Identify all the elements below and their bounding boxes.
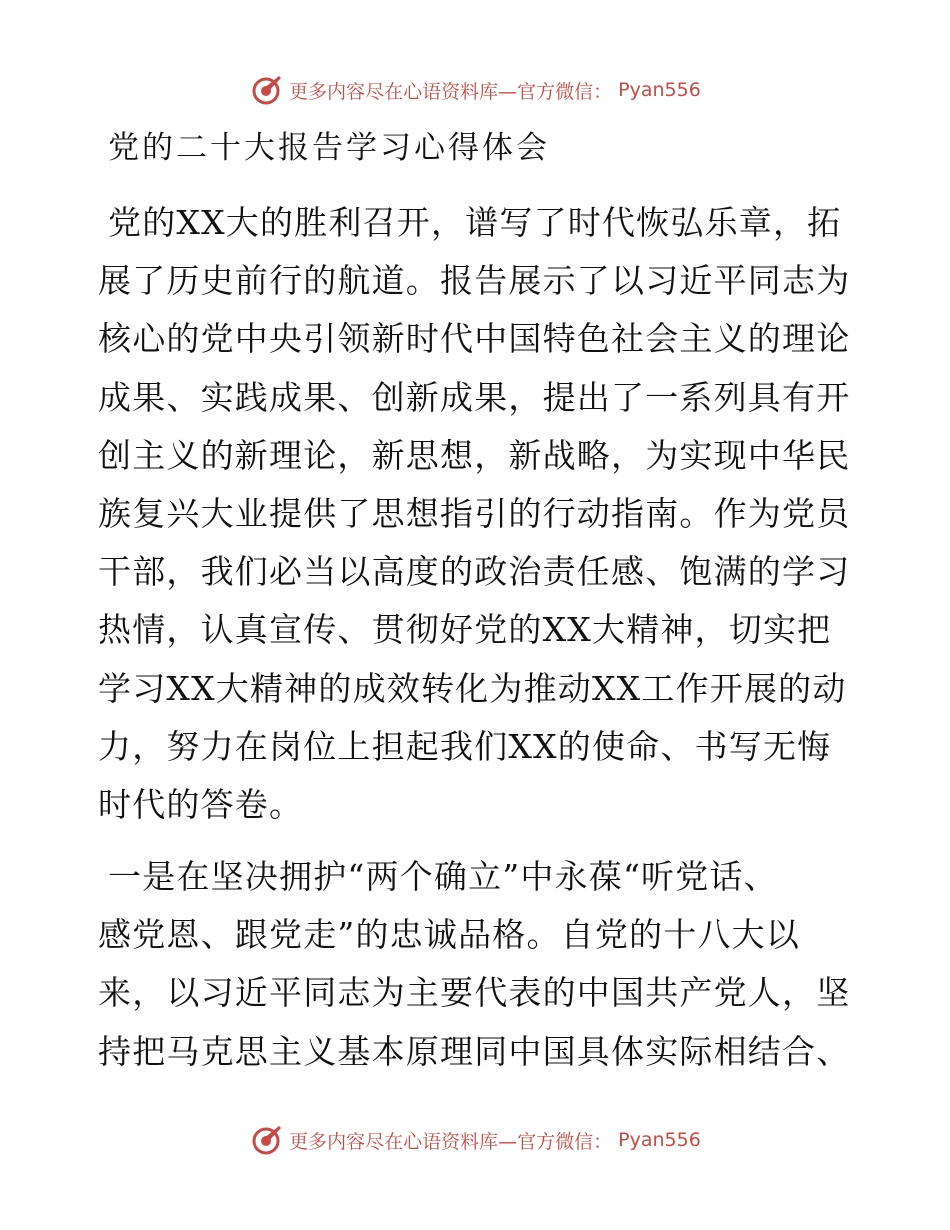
paragraph-line: 一是在坚决拥护“两个确立”中永葆“听党话、 bbox=[108, 857, 778, 896]
header-watermark bbox=[0, 70, 950, 110]
paragraph-line: 展了历史前行的航道。报告展示了以习近平同志为 bbox=[98, 261, 851, 301]
watermark-text: 更多内容尽在心语资料库—官方微信： bbox=[289, 1130, 613, 1153]
paragraph-line: 热情，认真宣传、贯彻好党的XX大精神，切实把 bbox=[98, 610, 832, 650]
brand-logo-icon bbox=[249, 1123, 283, 1157]
paragraph-1 bbox=[98, 194, 858, 834]
paragraph-line: 成果、实践成果、创新成果，提出了一系列具有开 bbox=[98, 377, 851, 417]
paragraph-line: 学习XX大精神的成效转化为推动XX工作开展的动 bbox=[98, 668, 847, 708]
paragraph-line: 核心的党中央引领新时代中国特色社会主义的理论 bbox=[98, 319, 851, 359]
watermark-wechat-id: Pyan556 bbox=[618, 79, 701, 101]
paragraph-line: 来，以习近平同志为主要代表的中国共产党人，坚 bbox=[98, 973, 851, 1013]
paragraph-line: 党的XX大的胜利召开，谱写了时代恢弘乐章，拓 bbox=[108, 203, 842, 242]
footer-watermark bbox=[0, 1120, 950, 1160]
paragraph-line: 时代的答卷。 bbox=[98, 784, 304, 824]
paragraph-2 bbox=[98, 848, 858, 1081]
watermark-wechat-id: Pyan556 bbox=[618, 1129, 701, 1151]
watermark-text: 更多内容尽在心语资料库—官方微信： bbox=[289, 80, 613, 103]
paragraph-line: 创主义的新理论，新思想，新战略，为实现中华民 bbox=[98, 435, 851, 475]
paragraph-line: 力，努力在岗位上担起我们XX的使命、书写无悔 bbox=[98, 726, 832, 766]
paragraph-line: 族复兴大业提供了思想指引的行动指南。作为党员 bbox=[98, 493, 851, 533]
document-title: 党的二十大报告学习心得体会 bbox=[108, 130, 550, 166]
paragraph-line: 感党恩、跟党走”的忠诚品格。自党的十八大以 bbox=[98, 915, 801, 955]
paragraph-line: 持把马克思主义基本原理同中国具体实际相结合、 bbox=[98, 1031, 851, 1071]
brand-logo-icon bbox=[249, 73, 283, 107]
paragraph-line: 干部，我们必当以高度的政治责任感、饱满的学习 bbox=[98, 552, 851, 592]
